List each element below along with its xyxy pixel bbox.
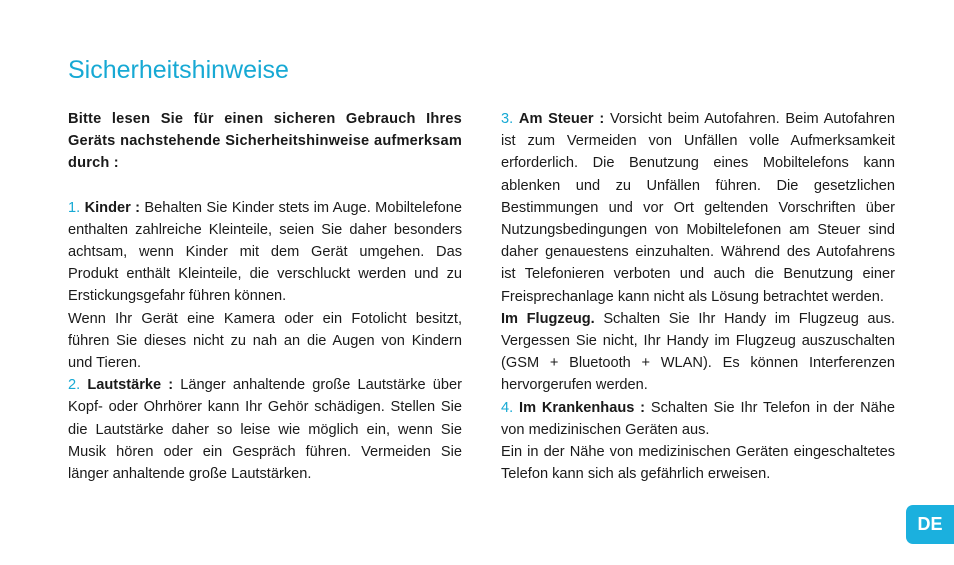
language-tab: DE [906,505,954,544]
section-number: 3. [501,111,514,127]
section-text: Ein in der Nähe von medizinischen Geräten eingeschaltetes Telefon kann sich als gefährlich erweisen. [501,444,895,483]
page-title: Sicherheitshinweise [68,56,289,84]
section-krankenhaus [501,397,895,441]
intro-text: Bitte lesen Sie für einen sicheren Gebrauch Ihres Geräts nachstehende Sicherheitshinweise aufmerksam durch : [68,111,462,172]
section-number: 2. [68,377,81,394]
left-column [68,108,462,485]
section-number: 4. [501,399,514,416]
section-heading: Kinder : [84,199,141,216]
section-kinder [68,197,462,308]
right-column [501,108,895,485]
section-number: 1. [68,199,81,216]
section-text: Behalten Sie Kinder stets im Auge. Mobiltelefone enthalten zahlreiche Kleinteile, seien Sie daher besonders achtsam, wenn Kinder mit dem Gerät umgehen. Das Produkt enthält Kleinteile, die verschluckt werden und zu Erstickungsgefahr führen können. [68,199,462,305]
section-text: Schalten Sie Ihr Telefon in der Nähe von medizinischen Geräten aus. [501,399,895,438]
section-subheading: Im Flugzeug. [501,310,595,327]
section-text: Wenn Ihr Gerät eine Kamera oder ein Fotolicht besitzt, führen Sie dieses nicht zu nah an die Augen von Kindern und Tieren. [68,310,462,372]
section-heading: Lautstärke : [87,377,174,394]
section-text: Vorsicht beim Autofahren. Beim Autofahren ist zum Vermeiden von Unfällen volle Aufmerksamkeit erforderlich. Die Benutzung eines Mobiltelefons kann ablenken und zu Unfällen führen. Die gesetzlichen Bestimmungen und vor Ort geltenden Vorschriften über Nutzungsbedingungen von Mobiltelefonen am Steuer sind daher genauestens einzuhalten. Während des Autofahrens ist Telefonieren verboten und auch die Benutzung einer Freisprechanlage kann nicht als Lösung betrachtet werden. [501,111,895,305]
section-text: Schalten Sie Ihr Handy im Flugzeug aus. Vergessen Sie nicht, Ihr Handy im Flugzeug auszuschalten (GSM + Bluetooth + WLAN). Es können Interferenzen hervorgerufen werden. [501,310,895,394]
section-flugzeug [501,308,895,397]
section-am-steuer [501,108,895,308]
section-lautstaerke [68,374,462,485]
section-text: Länger anhaltende große Lautstärke über Kopf- oder Ohrhörer kann Ihr Gehör schädigen. Stellen Sie die Lautstärke daher so leise wie möglich ein, wenn Sie Musik hören oder ein Gespräch führen. Vermeiden Sie länger anhaltende große Lautstärken. [68,377,462,483]
section-heading: Im Krankenhaus : [519,399,646,416]
section-heading: Am Steuer : [518,111,605,127]
